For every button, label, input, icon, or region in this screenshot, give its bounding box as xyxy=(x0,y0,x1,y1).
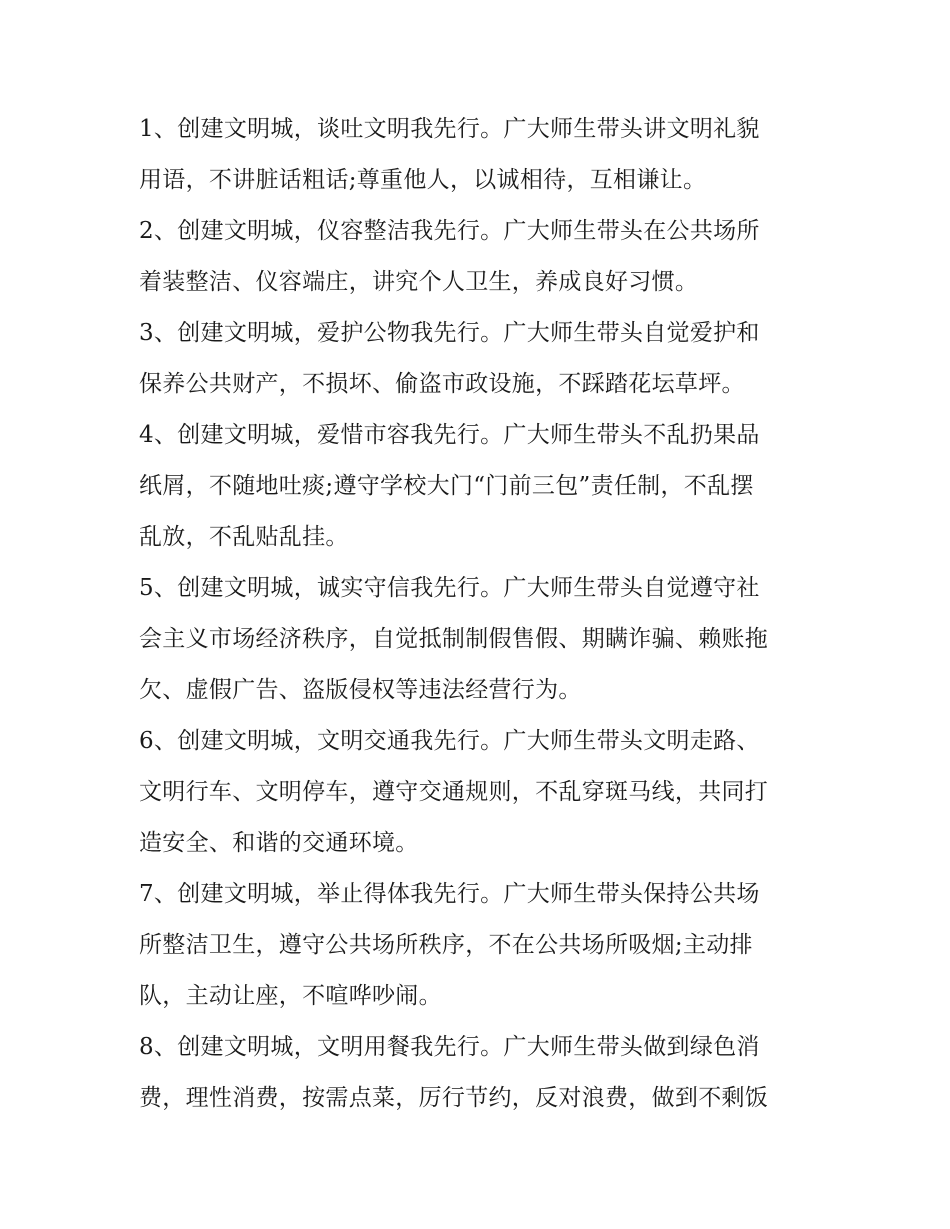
text-line-9: 乱放，不乱贴乱挂。 xyxy=(139,524,349,550)
text-line-13: 6、创建文明城，文明交通我先行。广大师生带头文明走路、 xyxy=(139,728,760,754)
document-body xyxy=(139,104,819,1124)
text-line-11: 会主义市场经济秩序，自觉抵制制假售假、期瞒诈骗、赖账拖 xyxy=(139,626,769,652)
text-line-5: 3、创建文明城，爱护公物我先行。广大师生带头自觉爱护和 xyxy=(139,320,760,346)
text-line-3: 2、创建文明城，仪容整洁我先行。广大师生带头在公共场所 xyxy=(139,218,760,244)
text-line-17: 所整洁卫生，遵守公共场所秩序，不在公共场所吸烟;主动排 xyxy=(139,932,753,958)
text-line-19: 8、创建文明城，文明用餐我先行。广大师生带头做到绿色消 xyxy=(139,1034,760,1060)
text-line-8: 纸屑，不随地吐痰;遵守学校大门“门前三包”责任制，不乱摆 xyxy=(139,473,754,499)
text-line-15: 造安全、和谐的交通环境。 xyxy=(139,830,419,856)
text-line-7: 4、创建文明城，爱惜市容我先行。广大师生带头不乱扔果品 xyxy=(139,422,760,448)
text-line-18: 队，主动让座，不喧哗吵闹。 xyxy=(139,983,442,1009)
text-line-14: 文明行车、文明停车，遵守交通规则，不乱穿斑马线，共同打 xyxy=(139,779,769,805)
text-line-20: 费，理性消费，按需点菜，厉行节约，反对浪费，做到不剩饭 xyxy=(139,1085,769,1111)
text-line-4: 着装整洁、仪容端庄，讲究个人卫生，养成良好习惯。 xyxy=(139,269,699,295)
text-line-12: 欠、虚假广告、盗版侵权等违法经营行为。 xyxy=(139,677,582,703)
text-line-1: 1、创建文明城，谈吐文明我先行。广大师生带头讲文明礼貌 xyxy=(139,116,760,142)
text-line-10: 5、创建文明城，诚实守信我先行。广大师生带头自觉遵守社 xyxy=(139,575,760,601)
text-line-6: 保养公共财产，不损坏、偷盗市政设施，不踩踏花坛草坪。 xyxy=(139,371,745,397)
text-line-16: 7、创建文明城，举止得体我先行。广大师生带头保持公共场 xyxy=(139,881,760,907)
text-line-2: 用语，不讲脏话粗话;尊重他人，以诚相待，互相谦让。 xyxy=(139,167,707,193)
